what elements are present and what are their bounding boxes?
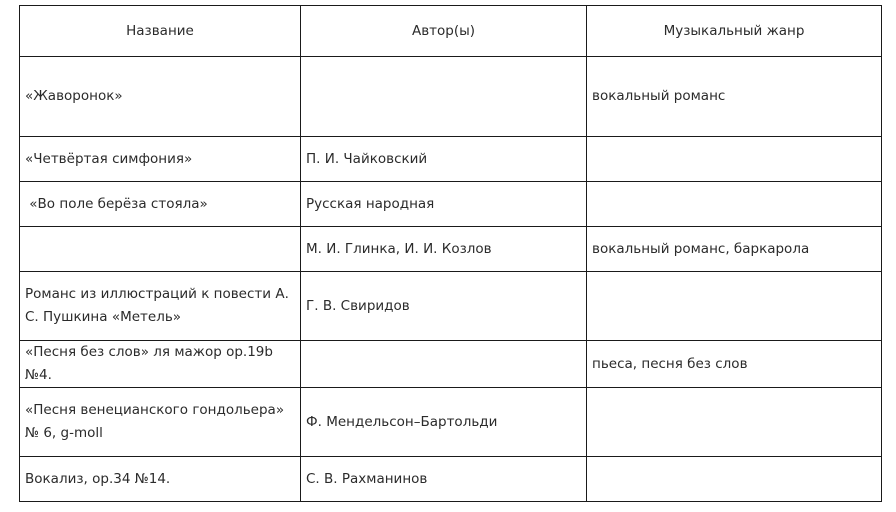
cell-genre: вокальный романс, баркарола — [587, 227, 882, 272]
cell-genre: вокальный романс — [587, 57, 882, 137]
table-row — [20, 227, 882, 272]
cell-author: Русская народная — [301, 182, 587, 227]
cell-author: П. И. Чайковский — [301, 137, 587, 182]
cell-title: «Четвёртая симфония» — [20, 137, 301, 182]
table-row — [20, 272, 882, 341]
cell-title: «Жаворонок» — [20, 57, 301, 137]
table-row — [20, 388, 882, 457]
cell-genre: пьеса, песня без слов — [587, 341, 882, 388]
music-works-table — [19, 5, 882, 502]
cell-genre — [587, 272, 882, 341]
cell-author: С. В. Рахманинов — [301, 457, 587, 502]
table-header-row — [20, 6, 882, 57]
cell-author: Ф. Мендельсон–Бартольди — [301, 388, 587, 457]
cell-author — [301, 57, 587, 137]
cell-title: «Во поле берёза стояла» — [20, 182, 301, 227]
cell-title: «Песня без слов» ля мажор ор.19b №4. — [20, 341, 301, 388]
cell-genre — [587, 182, 882, 227]
cell-title: Романс из иллюстраций к повести А. С. Пушкина «Метель» — [20, 272, 301, 341]
cell-title — [20, 227, 301, 272]
cell-title: «Песня венецианского гондольера» № 6, g-moll — [20, 388, 301, 457]
header-genre: Музыкальный жанр — [587, 6, 882, 57]
cell-author: М. И. Глинка, И. И. Козлов — [301, 227, 587, 272]
table-row — [20, 341, 882, 388]
cell-genre — [587, 137, 882, 182]
music-table-container — [19, 5, 882, 502]
table-row — [20, 457, 882, 502]
header-author: Автор(ы) — [301, 6, 587, 57]
cell-title: Вокализ, ор.34 №14. — [20, 457, 301, 502]
table-row — [20, 57, 882, 137]
table-row — [20, 182, 882, 227]
cell-author: Г. В. Свиридов — [301, 272, 587, 341]
cell-genre — [587, 457, 882, 502]
cell-author — [301, 341, 587, 388]
header-title: Название — [20, 6, 301, 57]
table-row — [20, 137, 882, 182]
cell-genre — [587, 388, 882, 457]
